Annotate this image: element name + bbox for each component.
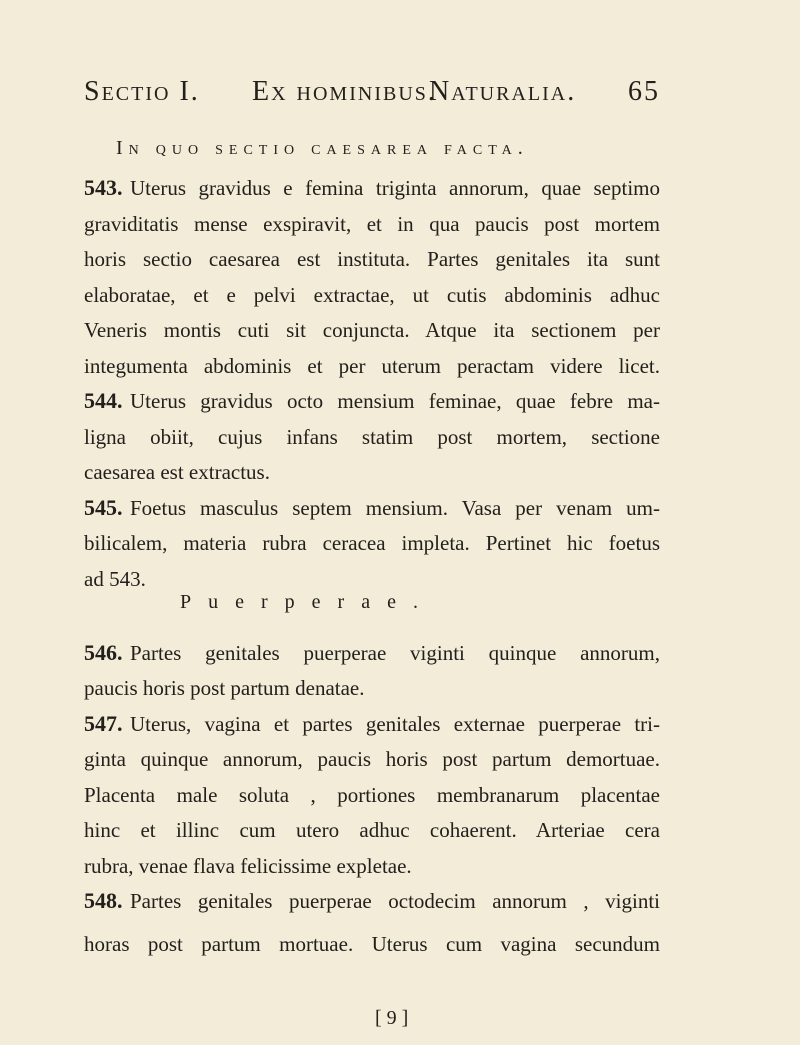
entry-text-line: Partes genitales puerperae octodecim annorum , viginti bbox=[130, 889, 660, 913]
entry-number: 544. bbox=[84, 388, 123, 413]
entry-text-line: rubra, venae flava felicissime expletae. bbox=[84, 854, 412, 878]
running-head-section: Sectio I. bbox=[84, 76, 200, 107]
entry-text-line: Uterus gravidus octo mensium feminae, quae febre ma- bbox=[130, 389, 660, 413]
entry-text-line: graviditatis mense exspiravit, et in qua paucis post mortem bbox=[84, 212, 660, 236]
entry-text-line: Placenta male soluta , portiones membranarum placentae bbox=[84, 783, 660, 807]
running-head-category: Naturalia. bbox=[429, 76, 577, 107]
entry-number: 546. bbox=[84, 640, 123, 665]
entry-text-line: Uterus gravidus e femina triginta annorum, quae septimo bbox=[130, 176, 660, 200]
section-heading-caesarea: In quo sectio caesarea facta. bbox=[116, 137, 529, 159]
entry-text-line: ginta quinque annorum, paucis horis post partum demortuae. bbox=[84, 747, 660, 771]
entry-number: 545. bbox=[84, 495, 123, 520]
entry-text-line: horis sectio caesarea est instituta. Partes genitales ita sunt bbox=[84, 247, 660, 271]
entry-text-line: bilicalem, materia rubra ceracea impleta. Pertinet hic foetus bbox=[84, 531, 660, 555]
running-head bbox=[84, 76, 660, 116]
entry-text-line: horas post partum mortuae. Uterus cum vagina secundum bbox=[84, 932, 660, 956]
entry-number: 548. bbox=[84, 888, 123, 913]
entry-text-line: Veneris montis cuti sit conjuncta. Atque ita sectionem per bbox=[84, 318, 660, 342]
entry-text-line: Partes genitales puerperae viginti quinque annorum, bbox=[130, 641, 660, 665]
entry-number: 547. bbox=[84, 711, 123, 736]
section-heading-puerperae: Puerperae. bbox=[180, 591, 435, 613]
entry-number: 543. bbox=[84, 175, 123, 200]
entry-text-line: hinc et illinc cum utero adhuc cohaerent. Arteriae cera bbox=[84, 818, 660, 842]
page-number: 65 bbox=[628, 76, 660, 107]
entry-text-line: ligna obiit, cujus infans statim post mortem, sectione bbox=[84, 425, 660, 449]
entry-text-line: Foetus masculus septem mensium. Vasa per venam um- bbox=[130, 496, 660, 520]
signature-mark: [ 9 ] bbox=[375, 1007, 409, 1029]
entry-text-line: Uterus, vagina et partes genitales externae puerperae tri- bbox=[130, 712, 660, 736]
entry-text-line: ad 543. bbox=[84, 567, 146, 591]
entry-text-line: paucis horis post partum denatae. bbox=[84, 676, 365, 700]
entry-text-line: elaboratae, et e pelvi extractae, ut cutis abdominis adhuc bbox=[84, 283, 660, 307]
entry-text-line: caesarea est extractus. bbox=[84, 460, 270, 484]
running-head-source: Ex hominibus. bbox=[252, 76, 437, 107]
entry-text-line: integumenta abdominis et per uterum peractam videre licet. bbox=[84, 354, 660, 378]
